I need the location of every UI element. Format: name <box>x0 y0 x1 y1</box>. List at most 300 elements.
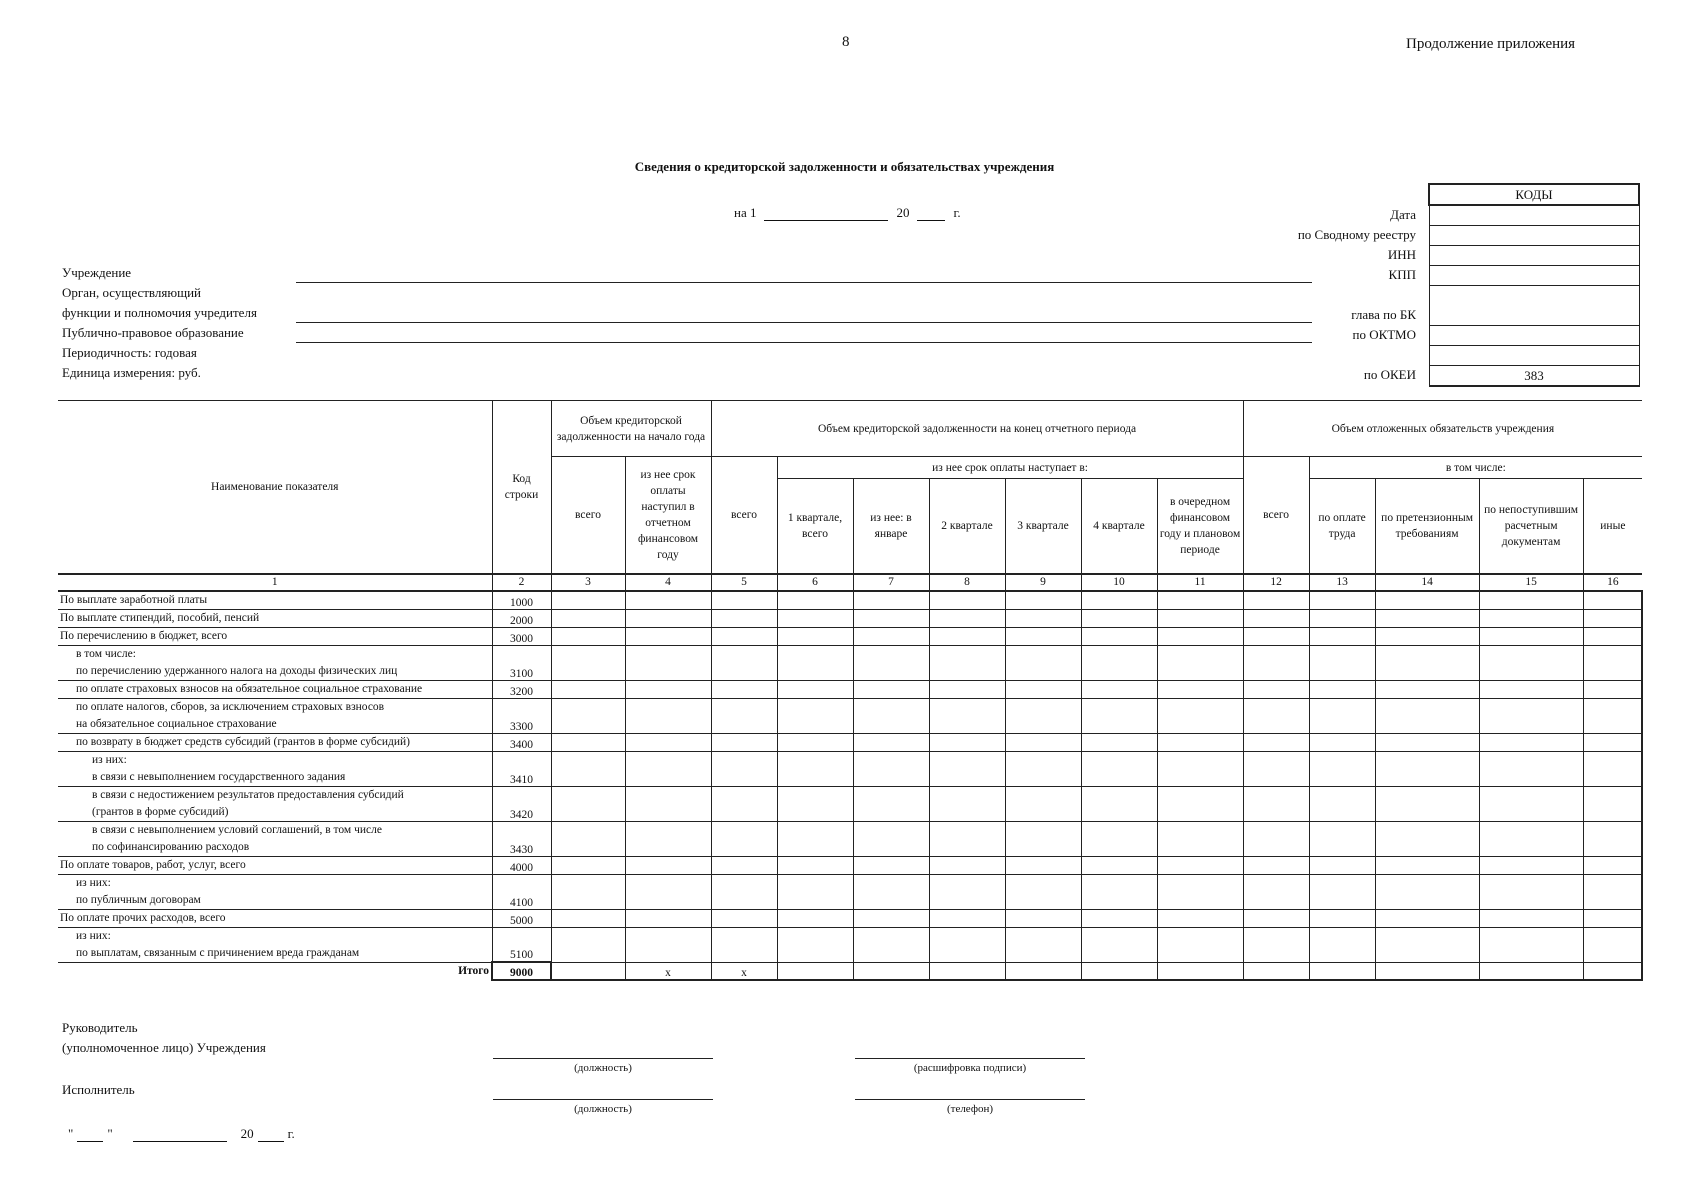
value-cell[interactable] <box>1243 680 1309 698</box>
value-cell[interactable] <box>1583 821 1642 856</box>
header-salary: по оплате труда <box>1309 479 1375 574</box>
value-cell[interactable] <box>1309 821 1375 856</box>
value-cell[interactable] <box>625 698 711 733</box>
value-cell[interactable] <box>1375 609 1479 627</box>
row-code: 4000 <box>492 856 551 874</box>
header-next-year: в очередном финансовом году и плановом периоде <box>1157 479 1243 574</box>
value-cell[interactable] <box>625 680 711 698</box>
value-cell[interactable] <box>777 698 853 733</box>
codes-table <box>1428 183 1640 387</box>
table-row <box>58 751 1642 786</box>
value-cell[interactable] <box>711 609 777 627</box>
value-cell[interactable] <box>1309 874 1375 909</box>
value-cell[interactable] <box>1479 856 1583 874</box>
value-cell[interactable] <box>1243 591 1309 610</box>
value-cell[interactable] <box>551 821 625 856</box>
value-cell[interactable] <box>1081 751 1157 786</box>
value-cell[interactable] <box>853 856 929 874</box>
kpp-code-cell[interactable] <box>1429 266 1639 286</box>
value-cell[interactable] <box>853 645 929 680</box>
signature-day-field[interactable] <box>77 1127 103 1142</box>
value-cell[interactable] <box>1157 680 1243 698</box>
value-cell[interactable] <box>551 645 625 680</box>
value-cell[interactable] <box>1081 874 1157 909</box>
inn-code-cell[interactable] <box>1429 246 1639 266</box>
value-cell[interactable] <box>853 627 929 645</box>
value-cell[interactable] <box>853 874 929 909</box>
header-end-total: всего <box>711 457 777 574</box>
column-number: 4 <box>625 574 711 591</box>
value-cell[interactable] <box>777 609 853 627</box>
total-label: Итого <box>58 962 492 980</box>
value-cell[interactable] <box>711 909 777 927</box>
value-cell[interactable] <box>853 698 929 733</box>
value-cell[interactable] <box>1479 627 1583 645</box>
value-cell[interactable] <box>1005 874 1081 909</box>
value-cell[interactable] <box>1005 698 1081 733</box>
table-row <box>58 627 1642 645</box>
value-cell[interactable] <box>1479 927 1583 962</box>
executor-position-field[interactable] <box>493 1099 713 1100</box>
total-value-cell[interactable] <box>551 962 625 980</box>
total-value-cell[interactable] <box>929 962 1005 980</box>
organ-field[interactable] <box>296 322 1312 323</box>
row-name-line: по публичным договорам <box>76 893 201 906</box>
value-cell[interactable] <box>1375 698 1479 733</box>
header-q1: 1 квартале, всего <box>777 479 853 574</box>
header-q2: 2 квартале <box>929 479 1005 574</box>
row-name-line: в связи с невыполнением условий соглашений, в том числе <box>92 823 382 836</box>
value-cell[interactable] <box>1479 680 1583 698</box>
value-cell[interactable] <box>551 627 625 645</box>
value-cell[interactable] <box>625 821 711 856</box>
value-cell[interactable] <box>1005 733 1081 751</box>
value-cell[interactable] <box>1583 751 1642 786</box>
total-value-cell[interactable] <box>1479 962 1583 980</box>
total-value-cell[interactable] <box>1583 962 1642 980</box>
value-cell[interactable] <box>1243 786 1309 821</box>
column-number: 7 <box>853 574 929 591</box>
value-cell[interactable] <box>1375 786 1479 821</box>
total-value-cell[interactable] <box>853 962 929 980</box>
value-cell[interactable] <box>711 751 777 786</box>
value-cell[interactable] <box>551 591 625 610</box>
value-cell[interactable] <box>929 786 1005 821</box>
value-cell[interactable] <box>777 909 853 927</box>
value-cell[interactable] <box>1375 591 1479 610</box>
head-decoding-caption: (расшифровка подписи) <box>913 1062 1027 1074</box>
row-name <box>58 786 492 821</box>
column-number: 8 <box>929 574 1005 591</box>
institution-field[interactable] <box>296 282 1312 283</box>
head-position-field[interactable] <box>493 1058 713 1059</box>
codes-header: КОДЫ <box>1429 184 1639 205</box>
value-cell[interactable] <box>1309 591 1375 610</box>
row-name-line: (грантов в форме субсидий) <box>92 805 229 818</box>
row-name-line: По выплате заработной платы <box>60 593 208 606</box>
row-name-line: в том числе: <box>76 647 136 660</box>
row-name <box>58 874 492 909</box>
value-cell[interactable] <box>777 821 853 856</box>
value-cell[interactable] <box>1479 821 1583 856</box>
value-cell[interactable] <box>1583 909 1642 927</box>
value-cell[interactable] <box>1157 821 1243 856</box>
row-name-line: по перечислению удержанного налога на доходы физических лиц <box>76 664 398 677</box>
date-prefix: на 1 <box>734 205 757 220</box>
value-cell[interactable] <box>625 733 711 751</box>
row-name-line: в связи с недостижением результатов предоставления субсидий <box>92 788 404 801</box>
column-number: 3 <box>551 574 625 591</box>
header-claims: по претензионным требованиям <box>1375 479 1479 574</box>
value-cell[interactable] <box>1005 591 1081 610</box>
row-name-line: по софинансированию расходов <box>92 840 250 853</box>
row-code: 3100 <box>492 645 551 680</box>
report-date-line <box>734 205 961 221</box>
value-cell[interactable] <box>929 591 1005 610</box>
value-cell[interactable] <box>551 856 625 874</box>
value-cell[interactable] <box>929 627 1005 645</box>
value-cell[interactable] <box>1583 856 1642 874</box>
value-cell[interactable] <box>1583 786 1642 821</box>
value-cell[interactable] <box>1375 909 1479 927</box>
value-cell[interactable] <box>1479 751 1583 786</box>
executor-phone-field[interactable] <box>855 1099 1085 1100</box>
value-cell[interactable] <box>929 856 1005 874</box>
value-cell[interactable] <box>1375 751 1479 786</box>
value-cell[interactable] <box>1005 927 1081 962</box>
bk-code-label: глава по БК <box>1351 307 1416 322</box>
value-cell[interactable] <box>929 927 1005 962</box>
value-cell[interactable] <box>1005 645 1081 680</box>
value-cell[interactable] <box>777 680 853 698</box>
value-cell[interactable] <box>929 733 1005 751</box>
value-cell[interactable] <box>1243 698 1309 733</box>
value-cell[interactable] <box>711 645 777 680</box>
value-cell[interactable] <box>1479 733 1583 751</box>
value-cell[interactable] <box>625 786 711 821</box>
header-q3: 3 квартале <box>1005 479 1081 574</box>
value-cell[interactable] <box>625 874 711 909</box>
value-cell[interactable] <box>1583 627 1642 645</box>
value-cell[interactable] <box>1309 786 1375 821</box>
row-name <box>58 591 492 610</box>
value-cell[interactable] <box>1157 786 1243 821</box>
value-cell[interactable] <box>1375 680 1479 698</box>
date-year-field[interactable] <box>917 206 945 221</box>
value-cell[interactable] <box>1309 645 1375 680</box>
value-cell[interactable] <box>1157 627 1243 645</box>
total-value-cell[interactable] <box>1375 962 1479 980</box>
value-cell[interactable] <box>1157 698 1243 733</box>
value-cell[interactable] <box>853 821 929 856</box>
total-value-cell[interactable] <box>777 962 853 980</box>
value-cell[interactable] <box>777 786 853 821</box>
value-cell[interactable] <box>777 733 853 751</box>
value-cell[interactable] <box>1081 680 1157 698</box>
value-cell[interactable] <box>1005 751 1081 786</box>
value-cell[interactable] <box>1375 821 1479 856</box>
value-cell[interactable] <box>1243 821 1309 856</box>
total-value-cell[interactable] <box>1157 962 1243 980</box>
row-name <box>58 909 492 927</box>
value-cell[interactable] <box>711 856 777 874</box>
value-cell[interactable] <box>1157 609 1243 627</box>
value-cell[interactable] <box>777 645 853 680</box>
value-cell[interactable] <box>1081 609 1157 627</box>
value-cell[interactable] <box>1309 927 1375 962</box>
value-cell[interactable] <box>1309 733 1375 751</box>
value-cell[interactable] <box>853 591 929 610</box>
value-cell[interactable] <box>1375 645 1479 680</box>
okei-code-cell: 383 <box>1429 366 1639 387</box>
value-cell[interactable] <box>929 609 1005 627</box>
value-cell[interactable] <box>853 609 929 627</box>
value-cell[interactable] <box>1005 627 1081 645</box>
value-cell[interactable] <box>1583 874 1642 909</box>
value-cell[interactable] <box>929 680 1005 698</box>
date-code-cell[interactable] <box>1429 205 1639 226</box>
value-cell[interactable] <box>1243 733 1309 751</box>
value-cell[interactable] <box>1157 733 1243 751</box>
row-code: 3420 <box>492 786 551 821</box>
value-cell[interactable] <box>1005 821 1081 856</box>
value-cell[interactable] <box>777 856 853 874</box>
value-cell[interactable] <box>1309 751 1375 786</box>
value-cell[interactable] <box>1583 609 1642 627</box>
value-cell[interactable] <box>1243 751 1309 786</box>
value-cell[interactable] <box>1583 698 1642 733</box>
value-cell[interactable] <box>777 591 853 610</box>
value-cell[interactable] <box>1309 698 1375 733</box>
value-cell[interactable] <box>551 751 625 786</box>
value-cell[interactable] <box>1005 786 1081 821</box>
value-cell[interactable] <box>625 909 711 927</box>
value-cell[interactable] <box>551 680 625 698</box>
head-label-line1: Руководитель <box>62 1020 138 1035</box>
value-cell[interactable] <box>551 927 625 962</box>
value-cell[interactable] <box>1157 856 1243 874</box>
value-cell[interactable] <box>1479 786 1583 821</box>
spacer <box>1298 345 1416 365</box>
row-name-line: По оплате прочих расходов, всего <box>60 911 226 924</box>
header-due-in: из нее срок оплаты наступает в: <box>777 457 1243 479</box>
value-cell[interactable] <box>1243 909 1309 927</box>
oktmo-code-cell[interactable] <box>1429 326 1639 346</box>
value-cell[interactable] <box>1081 856 1157 874</box>
value-cell[interactable] <box>711 874 777 909</box>
value-cell[interactable] <box>551 786 625 821</box>
value-cell[interactable] <box>1479 645 1583 680</box>
value-cell[interactable] <box>1243 627 1309 645</box>
value-cell[interactable] <box>1309 856 1375 874</box>
value-cell[interactable] <box>929 909 1005 927</box>
value-cell[interactable] <box>1157 591 1243 610</box>
head-signature-label <box>62 1018 266 1058</box>
table-row <box>58 591 1642 610</box>
value-cell[interactable] <box>1081 821 1157 856</box>
header-end-period: Объем кредиторской задолженности на конец отчетного периода <box>711 401 1243 457</box>
value-cell[interactable] <box>1081 733 1157 751</box>
value-cell[interactable] <box>777 927 853 962</box>
value-cell[interactable] <box>1583 927 1642 962</box>
value-cell[interactable] <box>1157 645 1243 680</box>
value-cell[interactable] <box>625 927 711 962</box>
signature-year-field[interactable] <box>258 1127 284 1142</box>
inn-code-label: ИНН <box>1387 247 1416 262</box>
value-cell[interactable] <box>711 733 777 751</box>
value-cell[interactable] <box>777 874 853 909</box>
value-cell[interactable] <box>711 680 777 698</box>
value-cell[interactable] <box>1309 627 1375 645</box>
spacer <box>1298 285 1416 305</box>
value-cell[interactable] <box>1243 645 1309 680</box>
value-cell[interactable] <box>777 627 853 645</box>
value-cell[interactable] <box>929 645 1005 680</box>
registry-code-cell[interactable] <box>1429 226 1639 246</box>
row-name-line: По оплате товаров, работ, услуг, всего <box>60 858 246 871</box>
value-cell[interactable] <box>1583 680 1642 698</box>
value-cell[interactable] <box>1479 698 1583 733</box>
value-cell[interactable] <box>1375 733 1479 751</box>
value-cell[interactable] <box>1479 909 1583 927</box>
value-cell[interactable] <box>1081 627 1157 645</box>
value-cell[interactable] <box>1309 609 1375 627</box>
value-cell[interactable] <box>929 821 1005 856</box>
value-cell[interactable] <box>1375 627 1479 645</box>
blank-code-cell[interactable] <box>1429 346 1639 366</box>
signature-month-field[interactable] <box>133 1127 227 1142</box>
value-cell[interactable] <box>853 751 929 786</box>
column-number: 12 <box>1243 574 1309 591</box>
value-cell[interactable] <box>853 927 929 962</box>
value-cell[interactable] <box>551 733 625 751</box>
column-number: 5 <box>711 574 777 591</box>
total-value-cell[interactable] <box>1005 962 1081 980</box>
value-cell[interactable] <box>929 698 1005 733</box>
row-name-line: по выплатам, связанным с причинением вреда гражданам <box>76 946 360 959</box>
column-number: 15 <box>1479 574 1583 591</box>
value-cell[interactable] <box>1081 927 1157 962</box>
value-cell[interactable] <box>625 645 711 680</box>
value-cell[interactable] <box>1157 874 1243 909</box>
organ-label-line2: функции и полномочия учредителя <box>62 305 257 320</box>
signature-year-prefix: 20 <box>240 1126 254 1141</box>
value-cell[interactable] <box>711 786 777 821</box>
value-cell[interactable] <box>625 751 711 786</box>
value-cell[interactable] <box>1157 909 1243 927</box>
header-begin-year: Объем кредиторской задолженности на начало года <box>551 401 711 457</box>
column-numbers-row <box>58 574 1642 591</box>
value-cell[interactable] <box>1583 733 1642 751</box>
total-value-cell[interactable] <box>1243 962 1309 980</box>
left-fields <box>62 263 257 383</box>
value-cell[interactable] <box>551 874 625 909</box>
head-label-line2: (уполномоченное лицо) Учреждения <box>62 1040 266 1055</box>
value-cell[interactable] <box>1479 591 1583 610</box>
table-row <box>58 821 1642 856</box>
value-cell[interactable] <box>711 821 777 856</box>
value-cell[interactable] <box>1157 927 1243 962</box>
value-cell[interactable] <box>853 733 929 751</box>
value-cell[interactable] <box>1375 856 1479 874</box>
total-value-cell[interactable] <box>1081 962 1157 980</box>
bk-code-cell[interactable] <box>1429 286 1639 326</box>
value-cell[interactable] <box>929 751 1005 786</box>
value-cell[interactable] <box>1081 645 1157 680</box>
value-cell[interactable] <box>1081 698 1157 733</box>
value-cell[interactable] <box>711 627 777 645</box>
value-cell[interactable] <box>1375 874 1479 909</box>
value-cell[interactable] <box>1243 856 1309 874</box>
value-cell[interactable] <box>1157 751 1243 786</box>
value-cell[interactable] <box>1479 874 1583 909</box>
value-cell[interactable] <box>1309 909 1375 927</box>
row-name <box>58 927 492 962</box>
value-cell[interactable] <box>551 909 625 927</box>
value-cell[interactable] <box>929 874 1005 909</box>
value-cell[interactable] <box>853 909 929 927</box>
value-cell[interactable] <box>625 609 711 627</box>
value-cell[interactable] <box>1081 909 1157 927</box>
value-cell[interactable] <box>711 698 777 733</box>
value-cell[interactable] <box>1243 927 1309 962</box>
row-code: 5000 <box>492 909 551 927</box>
creditor-debt-table <box>58 400 1643 981</box>
value-cell[interactable] <box>853 786 929 821</box>
value-cell[interactable] <box>1005 909 1081 927</box>
date-day-month-field[interactable] <box>764 206 888 221</box>
municipality-field[interactable] <box>296 342 1312 343</box>
value-cell[interactable] <box>1243 874 1309 909</box>
value-cell[interactable] <box>625 591 711 610</box>
form-title: Сведения о кредиторской задолженности и обязательствах учреждения <box>634 159 1055 174</box>
row-code: 3410 <box>492 751 551 786</box>
value-cell[interactable] <box>1375 927 1479 962</box>
total-row <box>58 962 1642 980</box>
row-name <box>58 856 492 874</box>
value-cell[interactable] <box>777 751 853 786</box>
value-cell[interactable] <box>1583 645 1642 680</box>
value-cell[interactable] <box>1243 609 1309 627</box>
value-cell[interactable] <box>1309 680 1375 698</box>
value-cell[interactable] <box>711 927 777 962</box>
value-cell[interactable] <box>1081 786 1157 821</box>
row-name <box>58 751 492 786</box>
value-cell[interactable] <box>1005 856 1081 874</box>
value-cell[interactable] <box>1005 680 1081 698</box>
value-cell[interactable] <box>711 591 777 610</box>
value-cell[interactable] <box>551 609 625 627</box>
date-quote-open: " <box>68 1126 74 1141</box>
row-name-line: По перечислению в бюджет, всего <box>60 629 228 642</box>
value-cell[interactable] <box>1583 591 1642 610</box>
value-cell[interactable] <box>853 680 929 698</box>
row-name-line: По выплате стипендий, пособий, пенсий <box>60 611 260 624</box>
header-other: иные <box>1583 479 1642 574</box>
value-cell[interactable] <box>551 698 625 733</box>
value-cell[interactable] <box>1479 609 1583 627</box>
total-x-mark: х <box>625 962 711 980</box>
row-name-line: по оплате страховых взносов на обязательное социальное страхование <box>76 682 423 695</box>
value-cell[interactable] <box>1081 591 1157 610</box>
header-begin-overdue: из нее срок оплаты наступил в отчетном финансовом году <box>625 457 711 574</box>
head-decoding-field[interactable] <box>855 1058 1085 1059</box>
value-cell[interactable] <box>625 627 711 645</box>
total-value-cell[interactable] <box>1309 962 1375 980</box>
row-code: 3200 <box>492 680 551 698</box>
value-cell[interactable] <box>625 856 711 874</box>
value-cell[interactable] <box>1005 609 1081 627</box>
